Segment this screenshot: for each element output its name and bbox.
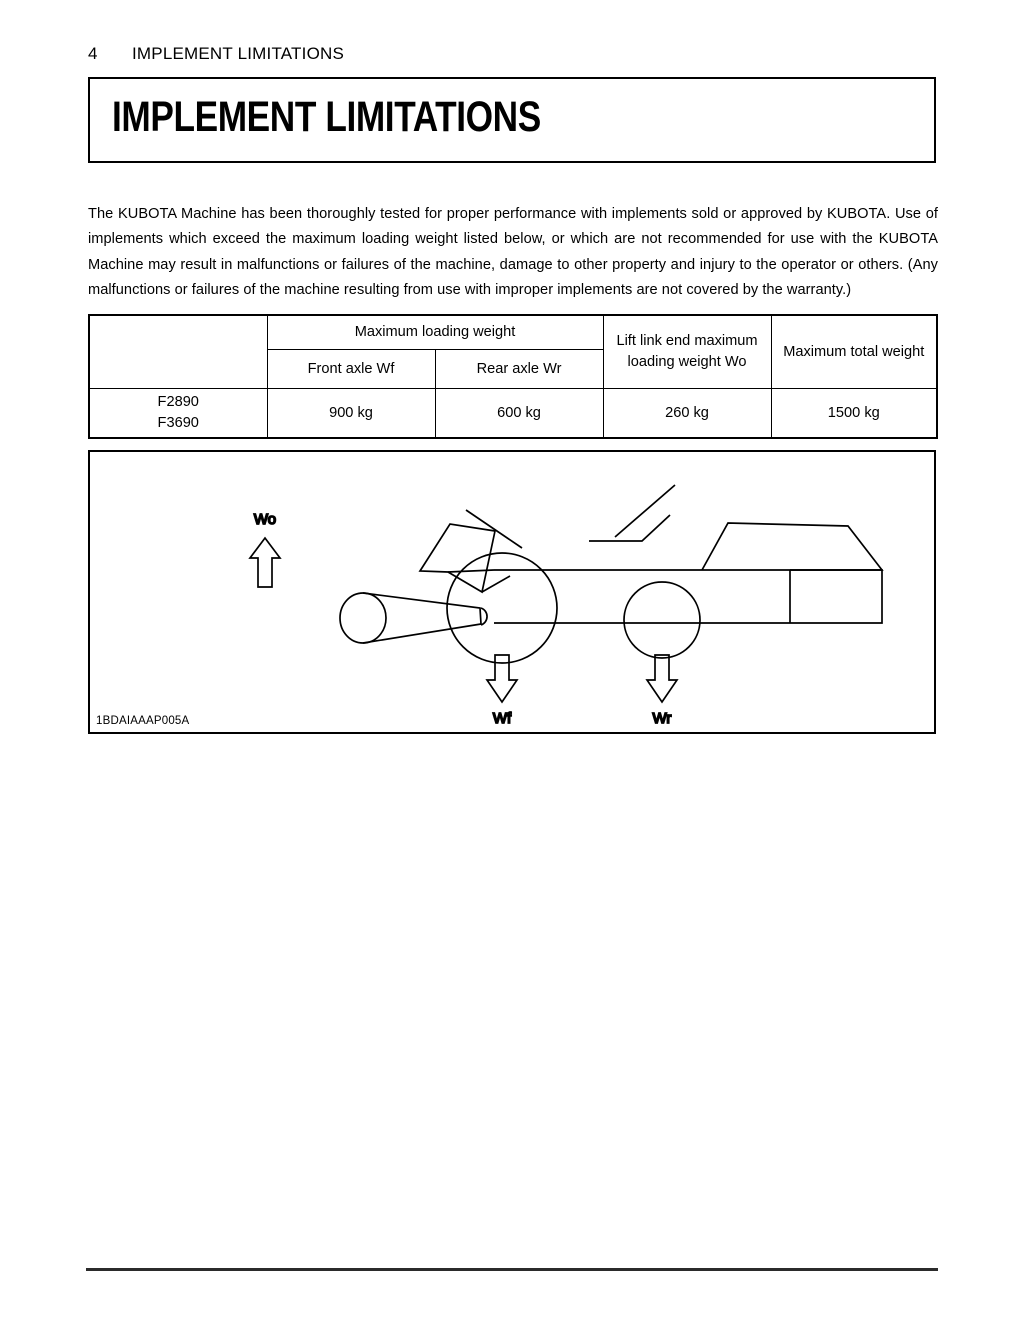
header-cell-rear-axle: Rear axle Wr <box>435 350 603 389</box>
figure-code: 1BDAIAAAP005A <box>96 715 190 727</box>
table-row <box>89 389 937 439</box>
lift-link-line-3: Wo <box>724 354 747 370</box>
lift-link-line-2: loading weight <box>627 354 721 370</box>
chapter-title: IMPLEMENT LIMITATIONS <box>112 93 541 141</box>
cell-model <box>89 389 267 439</box>
header-section-title: IMPLEMENT LIMITATIONS <box>132 44 345 63</box>
implement-limits-table <box>88 314 938 439</box>
cell-max-total-value: 1500 kg <box>771 389 937 439</box>
lift-link-line-1: Lift link end maximum <box>616 333 758 349</box>
front-mower-load-diagram <box>90 452 934 732</box>
wr-label: Wr <box>652 710 672 727</box>
cell-lift-link-value: 260 kg <box>603 389 771 439</box>
wr-arrow-down <box>647 655 677 702</box>
rear-wheel <box>624 582 700 658</box>
intro-paragraph: The KUBOTA Machine has been thoroughly tested for proper performance with implements sold or approved by KUBOTA. Use of implements which exceed the maximum loading weight listed below, or which are not recommended for use with the KUBOTA Machine may result in malfunctions or failures of the machine, damage to other property and injury to the operator or others. (Any malfunctions or failures of the machine resulting from use with improper implements are not covered by the warranty.) <box>88 205 938 299</box>
model-line-2: F3690 <box>157 415 199 431</box>
chapter-title-box <box>88 77 936 163</box>
machine-body <box>494 523 882 623</box>
cell-rear-axle-value: 600 kg <box>435 389 603 439</box>
header-cell-max-loading-weight: Maximum loading weight <box>267 315 603 350</box>
header-cell-lift-link <box>603 315 771 389</box>
page-number: 4 <box>88 44 98 63</box>
table-header-row-group <box>89 315 937 350</box>
wo-arrow-up <box>250 538 280 587</box>
figure-box <box>88 450 936 734</box>
mower-deck-shape <box>340 593 487 643</box>
footer-rule <box>86 1268 938 1271</box>
steering-column <box>589 485 675 541</box>
model-line-1: F2890 <box>157 394 199 410</box>
running-header <box>88 42 938 66</box>
wo-label: Wo <box>253 511 277 528</box>
wf-label: Wf <box>492 710 512 727</box>
header-cell-model-blank <box>89 315 267 389</box>
lift-linkage <box>420 510 522 592</box>
header-cell-front-axle: Front axle Wf <box>267 350 435 389</box>
header-cell-max-total-weight: Maximum total weight <box>771 315 937 389</box>
cell-front-axle-value: 900 kg <box>267 389 435 439</box>
